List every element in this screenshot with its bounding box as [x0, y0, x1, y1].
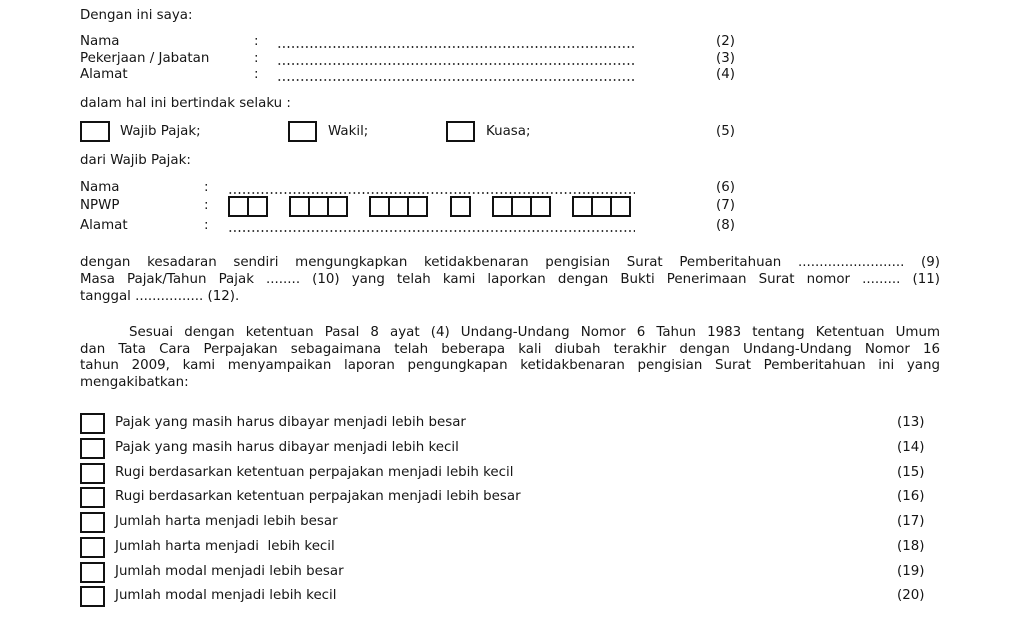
declarant-name-field[interactable]: [277, 46, 634, 48]
ref-3: (3): [716, 51, 735, 66]
consequence-label-16: Rugi berdasarkan ketentuan perpajakan menjadi lebih besar: [115, 489, 521, 504]
checkbox-consequence-18[interactable]: [80, 537, 105, 558]
ref-14: (14): [897, 440, 925, 455]
npwp-digit-box[interactable]: [450, 196, 471, 217]
checkbox-consequence-16[interactable]: [80, 487, 105, 508]
option-wakil-label: Wakil;: [328, 124, 369, 139]
checkbox-consequence-14[interactable]: [80, 438, 105, 459]
checkbox-wakil[interactable]: [288, 121, 317, 142]
npwp-group-5: [492, 196, 551, 217]
declarant-job-field[interactable]: [277, 63, 634, 65]
ref-18: (18): [897, 539, 925, 554]
consequence-label-20: Jumlah modal menjadi lebih kecil: [115, 588, 337, 603]
npwp-digit-box[interactable]: [610, 196, 631, 217]
declarant-address-colon: :: [254, 67, 259, 82]
taxpayer-npwp-label: NPWP: [80, 198, 120, 213]
taxpayer-name-field[interactable]: [228, 192, 635, 194]
npwp-digit-box[interactable]: [308, 196, 329, 217]
declarant-job-label: Pekerjaan / Jabatan: [80, 51, 210, 66]
ref-16: (16): [897, 489, 925, 504]
taxpayer-name-colon: :: [204, 180, 209, 195]
npwp-digit-box[interactable]: [492, 196, 513, 217]
checkbox-consequence-20[interactable]: [80, 586, 105, 607]
legal-line-1: Sesuai dengan ketentuan Pasal 8 ayat (4) Undang-Undang Nomor 6 Tahun 1983 tentang Ketentuan Umum: [129, 325, 940, 340]
taxpayer-address-field[interactable]: [228, 230, 635, 232]
npwp-group-6: [572, 196, 631, 217]
declarant-address-field[interactable]: [277, 79, 634, 81]
npwp-group-2: [289, 196, 348, 217]
npwp-digit-box[interactable]: [511, 196, 532, 217]
declarant-address-label: Alamat: [80, 67, 128, 82]
disclosure-line-2: Masa Pajak/Tahun Pajak ........ (10) yang telah kami laporkan dengan Bukti Penerimaan Surat nomor ......... (11): [80, 272, 940, 287]
disclosure-line-3: tanggal ................ (12).: [80, 289, 240, 304]
declarant-job-colon: :: [254, 51, 259, 66]
npwp-group-4: [450, 196, 471, 217]
consequence-label-19: Jumlah modal menjadi lebih besar: [115, 564, 344, 579]
taxpayer-name-label: Nama: [80, 180, 120, 195]
acting-as-label: dalam hal ini bertindak selaku :: [80, 96, 291, 111]
ref-5: (5): [716, 124, 735, 139]
checkbox-consequence-17[interactable]: [80, 512, 105, 533]
taxpayer-address-colon: :: [204, 218, 209, 233]
ref-20: (20): [897, 588, 925, 603]
npwp-digit-box[interactable]: [228, 196, 249, 217]
ref-19: (19): [897, 564, 925, 579]
ref-17: (17): [897, 514, 925, 529]
checkbox-consequence-15[interactable]: [80, 463, 105, 484]
option-kuasa-label: Kuasa;: [486, 124, 531, 139]
disclosure-line-1: dengan kesadaran sendiri mengungkapkan ketidakbenaran pengisian Surat Pemberitahuan ......................... (9): [80, 255, 940, 270]
legal-line-4: mengakibatkan:: [80, 375, 189, 390]
checkbox-wajib-pajak[interactable]: [80, 121, 110, 142]
npwp-digit-box[interactable]: [591, 196, 612, 217]
consequence-label-18: Jumlah harta menjadi lebih kecil: [115, 539, 335, 554]
checkbox-consequence-19[interactable]: [80, 562, 105, 583]
checkbox-kuasa[interactable]: [446, 121, 475, 142]
intro-text: Dengan ini saya:: [80, 8, 193, 23]
npwp-digit-box[interactable]: [247, 196, 268, 217]
npwp-digit-box[interactable]: [407, 196, 428, 217]
consequence-label-17: Jumlah harta menjadi lebih besar: [115, 514, 338, 529]
declarant-name-colon: :: [254, 34, 259, 49]
ref-8: (8): [716, 218, 735, 233]
taxpayer-npwp-colon: :: [204, 198, 209, 213]
npwp-group-1: [228, 196, 268, 217]
npwp-digit-box[interactable]: [327, 196, 348, 217]
consequence-label-14: Pajak yang masih harus dibayar menjadi lebih kecil: [115, 440, 459, 455]
option-wajib-pajak-label: Wajib Pajak;: [120, 124, 201, 139]
consequence-label-13: Pajak yang masih harus dibayar menjadi lebih besar: [115, 415, 466, 430]
npwp-digit-box[interactable]: [572, 196, 593, 217]
legal-line-3: tahun 2009, kami menyampaikan laporan pengungkapan ketidakbenaran pengisian Surat Pemberitahuan ini yang: [80, 358, 940, 373]
consequence-label-15: Rugi berdasarkan ketentuan perpajakan menjadi lebih kecil: [115, 465, 514, 480]
ref-6: (6): [716, 180, 735, 195]
ref-2: (2): [716, 34, 735, 49]
npwp-group-3: [369, 196, 428, 217]
ref-4: (4): [716, 67, 735, 82]
taxpayer-section-label: dari Wajib Pajak:: [80, 153, 191, 168]
npwp-digit-box[interactable]: [388, 196, 409, 217]
npwp-digit-box[interactable]: [530, 196, 551, 217]
declarant-name-label: Nama: [80, 34, 120, 49]
ref-7: (7): [716, 198, 735, 213]
ref-13: (13): [897, 415, 925, 430]
npwp-digit-box[interactable]: [369, 196, 390, 217]
checkbox-consequence-13[interactable]: [80, 413, 105, 434]
legal-line-2: dan Tata Cara Perpajakan sebagaimana telah beberapa kali diubah terakhir dengan Undang-Undang Nomor 16: [80, 342, 940, 357]
npwp-digit-box[interactable]: [289, 196, 310, 217]
taxpayer-address-label: Alamat: [80, 218, 128, 233]
ref-15: (15): [897, 465, 925, 480]
